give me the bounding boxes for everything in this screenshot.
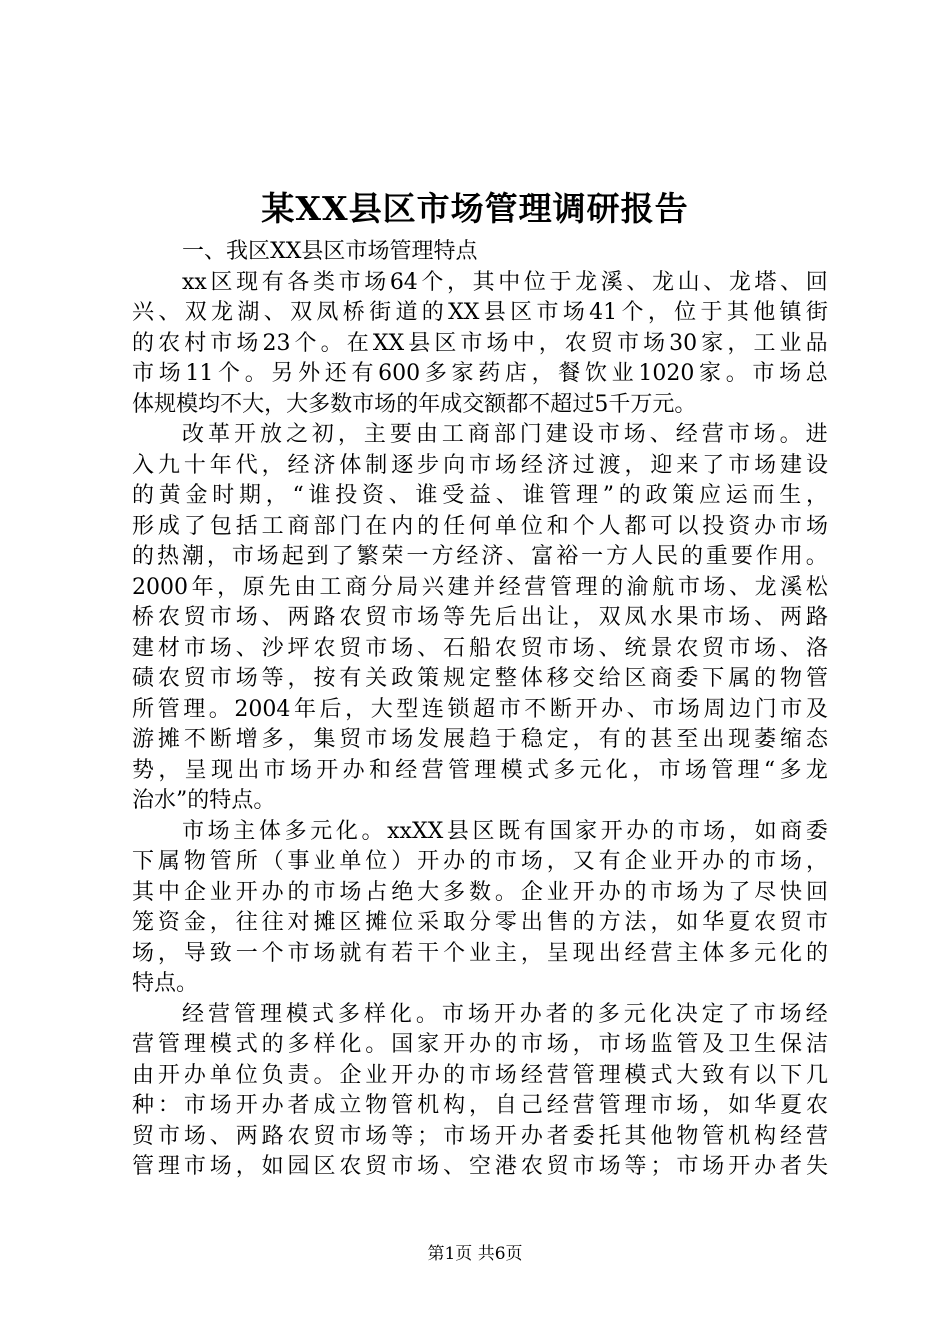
text-line: 兴 、 双 龙 湖 、 双 凤 桥 街 道 的 XX 县 区 市 场 41 个 ， 位 于 其 他 镇 街 <box>132 300 828 325</box>
text-line: 体 规 模 均 不 大 ， 大 多 数 市 场 的 年 成 交 额 都 不 超 过 5 千 万 元 。 <box>132 391 697 417</box>
text-line: 特 点 。 <box>132 971 199 996</box>
text-line: 的 农 村 市 场 23 个 。 在 XX 县 区 市 场 中 ， 农 贸 市 场 30 家 ， 工 业 品 <box>132 330 828 356</box>
text-line: 管 理 市 场 ， 如 园 区 农 贸 市 场 、 空 港 农 贸 市 场 等 ； 市 场 开 办 者 失 <box>132 1154 828 1179</box>
text-line: 形 成 了 包 括 工 商 部 门 在 内 的 任 何 单 位 和 个 人 都 可 以 投 资 办 市 场 <box>132 513 828 539</box>
body-text <box>132 237 828 1183</box>
text-line: 笼 资 金 ， 往 往 对 摊 区 摊 位 采 取 分 零 出 售 的 方 法 ， 如 华 夏 农 贸 市 <box>132 910 828 935</box>
text-line: 由 开 办 单 位 负 责 。 企 业 开 办 的 市 场 经 营 管 理 模 式 大 致 有 以 下 几 <box>132 1062 828 1088</box>
text-line: 治 水 ” 的 特 点 。 <box>132 788 276 813</box>
text-line: 场 ， 导 致 一 个 市 场 就 有 若 干 个 业 主 ， 呈 现 出 经 营 主 体 多 元 化 的 <box>132 940 828 966</box>
text-line: 所 管 理 。 2004 年 后 ， 大 型 连 锁 超 市 不 断 开 办 、 市 场 周 边 门 市 及 <box>132 696 828 722</box>
text-line: 建 材 市 场 、 沙 坪 农 贸 市 场 、 石 船 农 贸 市 场 、 统 景 农 贸 市 场 、 洛 <box>132 635 828 661</box>
text-line: 2000 年 ， 原 先 由 工 商 分 局 兴 建 并 经 营 管 理 的 渝 航 市 场 、 龙 溪 松 <box>132 574 828 600</box>
text-line: 入 九 十 年 代 ， 经 济 体 制 逐 步 向 市 场 经 济 过 渡 ， 迎 来 了 市 场 建 设 <box>132 452 828 478</box>
text-line: 市 场 主 体 多 元 化 。 xxXX 县 区 既 有 国 家 开 办 的 市 场 ， 如 商 委 <box>182 818 828 844</box>
text-line: 的 黄 金 时 期 ， “ 谁 投 资 、 谁 受 益 、 谁 管 理 ” 的 政 策 应 运 而 生 ， <box>132 483 828 508</box>
text-line: 贸 市 场 、 两 路 农 贸 市 场 等 ； 市 场 开 办 者 委 托 其 他 物 管 机 构 经 营 <box>132 1123 828 1149</box>
text-line: 的 热 潮 ， 市 场 起 到 了 繁 荣 一 方 经 济 、 富 裕 一 方 人 民 的 重 要 作 用 。 <box>132 544 828 569</box>
text-line: 下 属 物 管 所 （ 事 业 单 位 ） 开 办 的 市 场 ， 又 有 企 业 开 办 的 市 场 ， <box>132 849 828 874</box>
text-line: 经 营 管 理 模 式 多 样 化 。 市 场 开 办 者 的 多 元 化 决 定 了 市 场 经 <box>182 1001 828 1027</box>
text-line: 碛 农 贸 市 场 等 ， 按 有 关 政 策 规 定 整 体 移 交 给 区 商 委 下 属 的 物 管 <box>132 666 828 691</box>
page-title: 某XX县区市场管理调研报告 <box>261 189 689 228</box>
text-line: 营 管 理 模 式 的 多 样 化 。 国 家 开 办 的 市 场 ， 市 场 监 管 及 卫 生 保 洁 <box>132 1032 828 1057</box>
text-line: 改 革 开 放 之 初 ， 主 要 由 工 商 部 门 建 设 市 场 、 经 营 市 场 。 进 <box>182 422 828 447</box>
text-line: 市 场 11 个 。 另 外 还 有 600 多 家 药 店 ， 餐 饮 业 1020 家 。 市 场 总 <box>132 361 828 386</box>
text-line: 游 摊 不 断 增 多 ， 集 贸 市 场 发 展 趋 于 稳 定 ， 有 的 甚 至 出 现 萎 缩 态 <box>132 727 828 752</box>
text-line: 其 中 企 业 开 办 的 市 场 占 绝 大 多 数 。 企 业 开 办 的 市 场 为 了 尽 快 回 <box>132 879 828 905</box>
text-line: 一 、 我 区 XX 县 区 市 场 管 理 特 点 <box>182 239 478 264</box>
text-line: 桥 农 贸 市 场 、 两 路 农 贸 市 场 等 先 后 出 让 ， 双 凤 水 果 市 场 、 两 路 <box>132 605 828 630</box>
text-line: 种 ： 市 场 开 办 者 成 立 物 管 机 构 ， 自 己 经 营 管 理 市 场 ， 如 华 夏 农 <box>132 1093 828 1118</box>
page-footer: 第1页 共6页 <box>427 1244 523 1264</box>
text-line: 势 ， 呈 现 出 市 场 开 办 和 经 营 管 理 模 式 多 元 化 ， 市 场 管 理 “ 多 龙 <box>132 757 828 783</box>
text-line: xx 区 现 有 各 类 市 场 64 个 ， 其 中 位 于 龙 溪 、 龙 山 、 龙 塔 、 回 <box>182 269 828 295</box>
